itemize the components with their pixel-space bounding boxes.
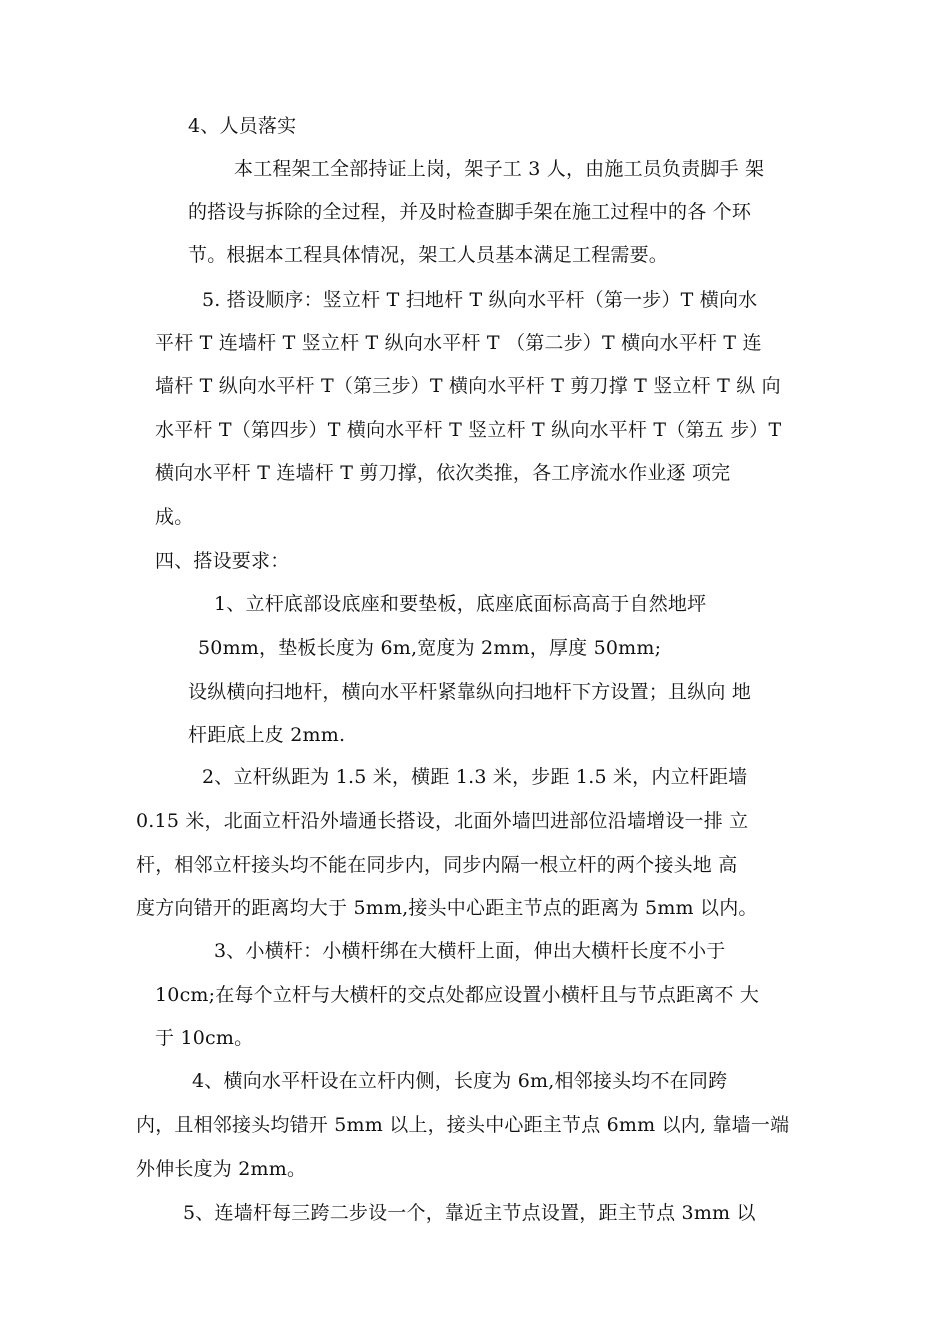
paragraph-line: 横向水平杆 T 连墙杆 T 剪刀撑，依次类推，各工序流水作业逐 项完: [155, 462, 731, 484]
section-heading-personnel: 4、人员落实: [188, 115, 297, 137]
paragraph-line: 0.15 米，北面立杆沿外墙通长搭设，北面外墙凹进部位沿墙增设一排 立: [136, 810, 749, 832]
paragraph-line: 杆距底上皮 2mm.: [188, 724, 346, 746]
paragraph-line: 内，且相邻接头均错开 5mm 以上，接头中心距主节点 6mm 以内, 靠墙一端: [136, 1114, 790, 1136]
paragraph-line: 外伸长度为 2mm。: [136, 1158, 307, 1180]
requirement-item-1: 1、立杆底部设底座和要垫板，底座底面标高高于自然地坪: [214, 593, 707, 615]
section-heading-requirements: 四、搭设要求：: [155, 550, 290, 572]
paragraph-line: 的搭设与拆除的全过程，并及时检查脚手架在施工过程中的各 个环: [188, 201, 752, 223]
section-heading-sequence: 5. 搭设顺序：竖立杆 T 扫地杆 T 纵向水平杆（第一步）T 横向水: [202, 289, 758, 311]
requirement-item-4: 4、横向水平杆设在立杆内侧，长度为 6m,相邻接头均不在同跨: [192, 1070, 728, 1092]
paragraph-line: 成。: [155, 506, 194, 528]
requirement-item-5: 5、连墙杆每三跨二步设一个，靠近主节点设置，距主节点 3mm 以: [183, 1202, 756, 1224]
paragraph-line: 设纵横向扫地杆，横向水平杆紧靠纵向扫地杆下方设置；且纵向 地: [188, 681, 752, 703]
paragraph-line: 平杆 T 连墙杆 T 竖立杆 T 纵向水平杆 T （第二步）T 横向水平杆 T 连: [155, 332, 762, 354]
paragraph-line: 节。根据本工程具体情况，架工人员基本满足工程需要。: [188, 244, 669, 266]
paragraph-line: 水平杆 T（第四步）T 横向水平杆 T 竖立杆 T 纵向水平杆 T（第五 步）T: [155, 419, 782, 441]
paragraph-line: 50mm，垫板长度为 6m,宽度为 2mm，厚度 50mm;: [198, 637, 662, 659]
paragraph-line: 10cm;在每个立杆与大横杆的交点处都应设置小横杆且与节点距离不 大: [155, 984, 760, 1006]
paragraph-line: 墙杆 T 纵向水平杆 T（第三步）T 横向水平杆 T 剪刀撑 T 竖立杆 T 纵 向: [155, 375, 781, 397]
paragraph-line: 杆，相邻立杆接头均不能在同步内，同步内隔一根立杆的两个接头地 高: [136, 854, 738, 876]
requirement-item-3: 3、小横杆：小横杆绑在大横杆上面，伸出大横杆长度不小于: [214, 940, 726, 962]
requirement-item-2: 2、立杆纵距为 1.5 米，横距 1.3 米，步距 1.5 米，内立杆距墙: [202, 766, 748, 788]
paragraph-line: 本工程架工全部持证上岗，架子工 3 人，由施工员负责脚手 架: [234, 158, 765, 180]
paragraph-line: 于 10cm。: [155, 1027, 254, 1049]
paragraph-line: 度方向错开的距离均大于 5mm,接头中心距主节点的距离为 5mm 以内。: [136, 897, 758, 919]
